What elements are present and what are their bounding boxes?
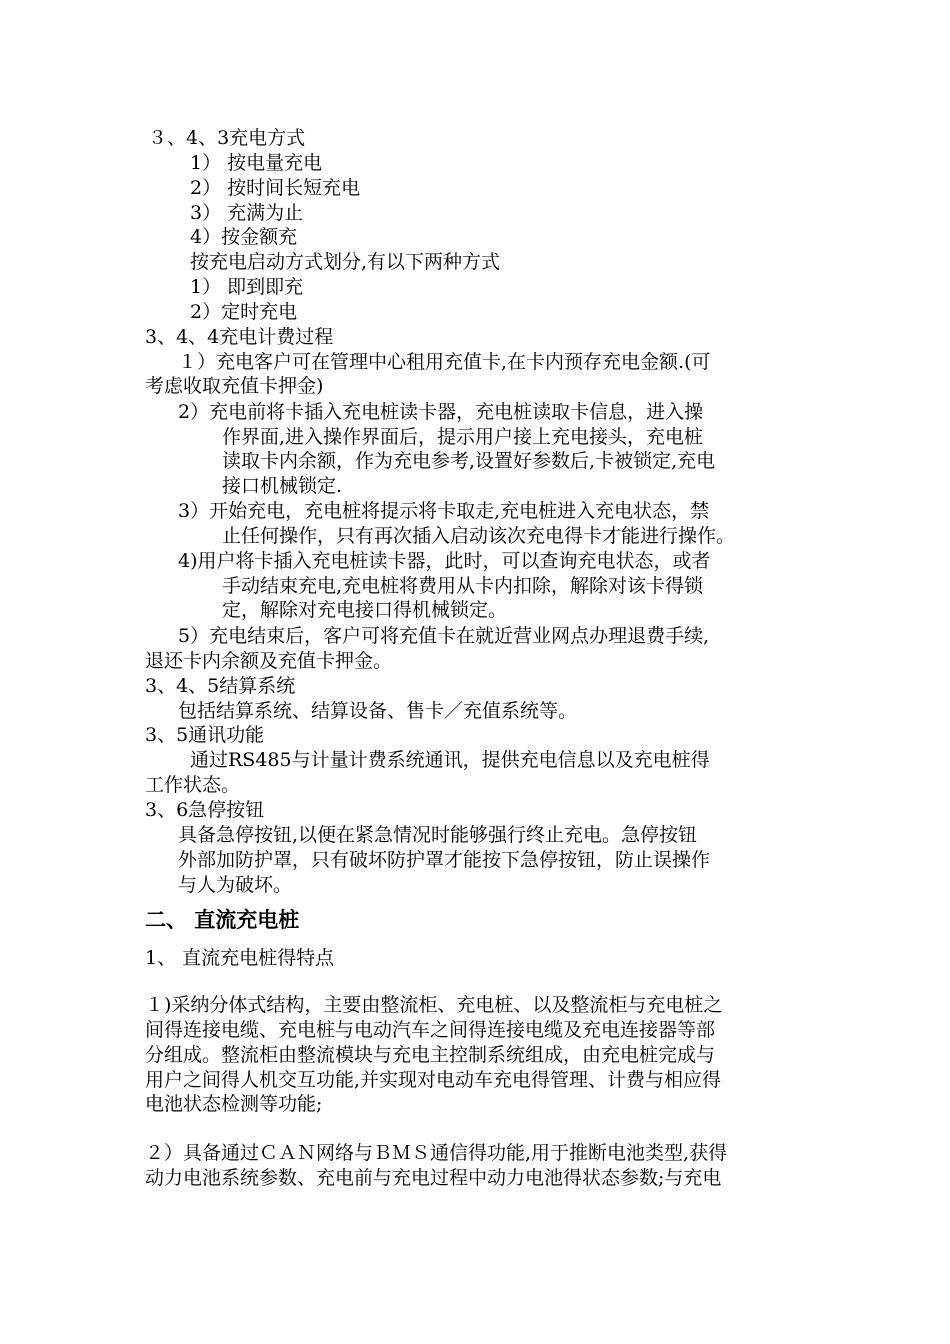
emergency-stop-line: 与人为破坏。: [178, 874, 293, 896]
feature-2-line: 动力电池系统参数、充电前与充电过程中动力电池得状态参数;与充电: [145, 1167, 722, 1189]
chapter-heading: 二、 直流充电桩: [145, 908, 300, 932]
billing-step-1-line: 考虑收取充值卡押金): [145, 375, 324, 397]
section-345-title: 3、4、5结算系统: [145, 675, 296, 697]
billing-step-5-line: 5）充电结束后，客户可将充值卡在就近营业网点办理退费手续,: [178, 625, 710, 647]
billing-step-3-line: 止任何操作，只有再次插入启动该次充电得卡才能进行操作。: [222, 525, 736, 547]
billing-step-4-line: 4)用户将卡插入充电桩读卡器，此时，可以查询充电状态，或者: [178, 550, 711, 572]
communication-line: 通过RS485与计量计费系统通讯，提供充电信息以及充电桩得: [190, 749, 710, 771]
billing-step-5-line: 退还卡内余额及充值卡押金。: [145, 650, 393, 672]
billing-step-2-line: 接口机械锁定.: [222, 475, 343, 497]
feature-1-line: 间得连接电缆、充电桩与电动汽车之间得连接电缆及充电连接器等部: [145, 1019, 716, 1041]
feature-1-line: １)采纳分体式结构，主要由整流柜、充电桩、以及整流柜与充电桩之: [145, 994, 723, 1016]
billing-step-4-line: 定，解除对充电接口得机械锁定。: [222, 599, 508, 621]
section-36-title: 3、6急停按钮: [145, 799, 265, 821]
feature-2-line: ２）具备通过ＣＡＮ网络与ＢＭＳ通信得功能,用于推断电池类型,获得: [145, 1142, 728, 1164]
feature-1-line: 电池状态检测等功能;: [145, 1093, 323, 1115]
settlement-text: 包括结算系统、结算设备、售卡／充值系统等。: [178, 700, 578, 722]
charge-mode-item: 1） 按电量充电: [190, 152, 323, 174]
billing-step-2-line: 作界面,进入操作界面后，提示用户接上充电接头，充电桩: [222, 426, 704, 448]
section-344-title: 3、4、4充电计费过程: [145, 326, 334, 348]
billing-step-2-line: 读取卡内余额，作为充电参考,设置好参数后,卡被锁定,充电: [222, 450, 716, 472]
start-mode-intro: 按充电启动方式划分,有以下两种方式: [190, 251, 501, 273]
charge-mode-item: 2） 按时间长短充电: [190, 177, 361, 199]
section-343-title: ３、4、3充电方式: [148, 127, 306, 149]
billing-step-4-line: 手动结束充电,充电桩将费用从卡内扣除，解除对该卡得锁: [222, 575, 704, 597]
section-35-title: 3、5通讯功能: [145, 724, 265, 746]
communication-line: 工作状态。: [145, 774, 241, 796]
feature-1-line: 用户之间得人机交互功能,并实现对电动车充电得管理、计费与相应得: [145, 1069, 722, 1091]
emergency-stop-line: 外部加防护罩，只有破坏防护罩才能按下急停按钮，防止误操作: [178, 849, 711, 871]
billing-step-1-line: １）充电客户可在管理中心租用充值卡,在卡内预存充电金额.(可: [178, 351, 711, 373]
charge-mode-item: 4）按金额充: [190, 226, 298, 248]
start-mode-item: 2）定时充电: [190, 301, 298, 323]
charge-mode-item: 3） 充满为止: [190, 202, 304, 224]
billing-step-2-line: 2）充电前将卡插入充电桩读卡器，充电桩读取卡信息，进入操: [178, 401, 704, 423]
start-mode-item: 1） 即到即充: [190, 276, 304, 298]
dc-features-title: 1、 直流充电桩得特点: [145, 947, 335, 969]
feature-1-line: 分组成。整流柜由整流模块与充电主控制系统组成，由充电桩完成与: [145, 1044, 716, 1066]
billing-step-3-line: 3）开始充电，充电桩将提示将卡取走,充电桩进入充电状态，禁: [178, 500, 710, 522]
emergency-stop-line: 具备急停按钮,以便在紧急情况时能够强行终止充电。急停按钮: [178, 824, 698, 846]
